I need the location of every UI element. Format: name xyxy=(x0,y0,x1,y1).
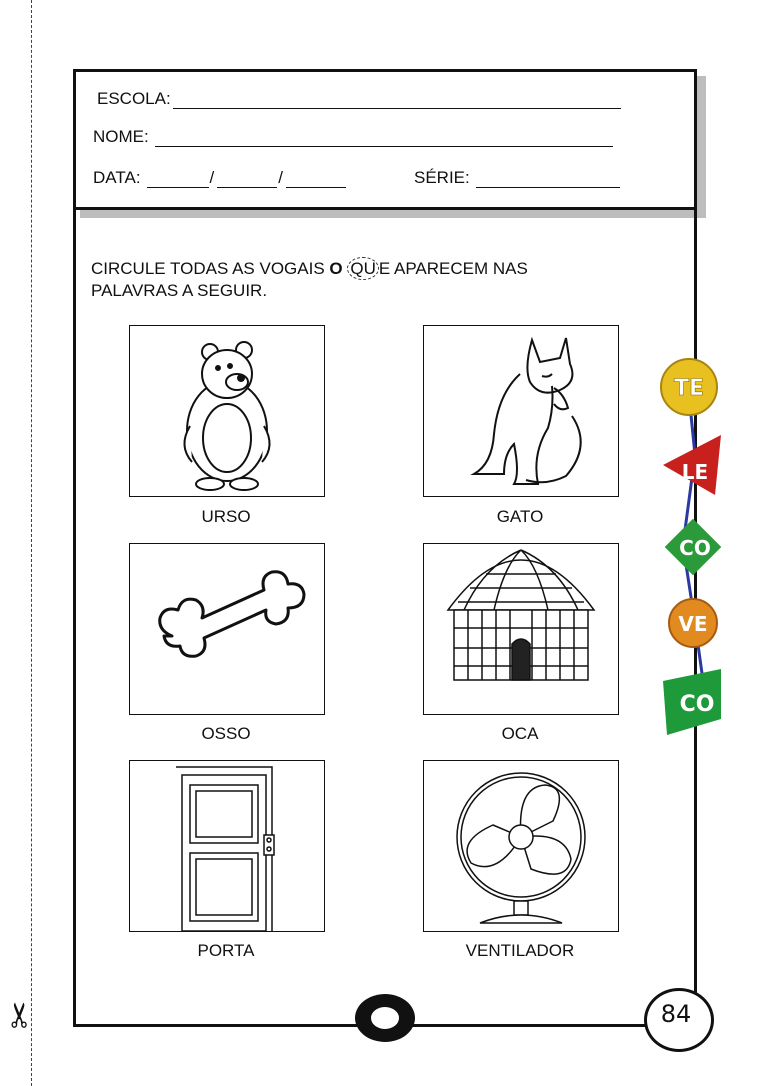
word-porta: PORTA xyxy=(197,941,255,960)
syllable-tag-co-2 xyxy=(663,669,721,735)
page-number: 84 xyxy=(660,1000,692,1028)
name-field xyxy=(93,127,613,147)
date-field xyxy=(93,168,346,188)
name-label: NOME: xyxy=(93,127,149,146)
cut-line xyxy=(31,0,32,1086)
instruction-line2: PALAVRAS A SEGUIR. xyxy=(91,281,268,300)
picture-card-urso xyxy=(129,325,325,497)
instruction-part1: CIRCULE TODAS AS VOGAIS xyxy=(91,259,325,278)
date-month-line[interactable] xyxy=(217,171,277,188)
date-year-line[interactable] xyxy=(286,171,346,188)
date-separator: / xyxy=(209,168,215,187)
svg-text:CO: CO xyxy=(679,692,715,717)
picture-card-oca xyxy=(423,543,619,715)
fan-icon xyxy=(424,761,618,931)
grade-line[interactable] xyxy=(476,171,620,188)
syllable-tag-ve xyxy=(669,599,717,647)
date-label: DATA: xyxy=(93,168,141,187)
word-ventilador: VENTILADOR xyxy=(465,941,575,960)
picture-card-osso xyxy=(129,543,325,715)
ring-icon xyxy=(351,990,419,1046)
word-osso: OSSO xyxy=(201,724,251,743)
syllable-tag-co-1 xyxy=(665,519,722,576)
bear-icon xyxy=(130,326,324,496)
svg-text:CO: CO xyxy=(679,536,711,560)
hut-icon xyxy=(424,544,618,714)
word-gato: GATO xyxy=(496,507,544,526)
school-line[interactable] xyxy=(173,92,621,109)
door-icon xyxy=(130,761,324,931)
cat-icon xyxy=(424,326,618,496)
school-label: ESCOLA: xyxy=(97,89,171,108)
picture-card-ventilador xyxy=(423,760,619,932)
svg-text:TE: TE xyxy=(673,376,705,401)
grade-field xyxy=(414,168,620,188)
word-oca: OCA xyxy=(501,724,539,743)
picture-card-porta xyxy=(129,760,325,932)
school-field xyxy=(97,89,621,109)
instruction-circled-example: QU xyxy=(347,257,379,280)
syllable-chain xyxy=(655,355,735,745)
svg-text:LE: LE xyxy=(681,460,709,484)
scissors-icon: ✂ xyxy=(0,1000,41,1030)
instruction-part2: E APARECEM NAS xyxy=(378,259,528,278)
instruction-text xyxy=(91,257,611,301)
date-separator: / xyxy=(278,168,284,187)
picture-card-gato xyxy=(423,325,619,497)
svg-text:VE: VE xyxy=(678,612,708,636)
name-line[interactable] xyxy=(155,130,613,147)
date-day-line[interactable] xyxy=(147,171,209,188)
grade-label: SÉRIE: xyxy=(414,168,470,187)
bone-icon xyxy=(130,544,324,714)
instruction-o-example: O xyxy=(329,259,343,278)
syllable-tag-te xyxy=(661,359,717,415)
word-urso: URSO xyxy=(201,507,251,526)
